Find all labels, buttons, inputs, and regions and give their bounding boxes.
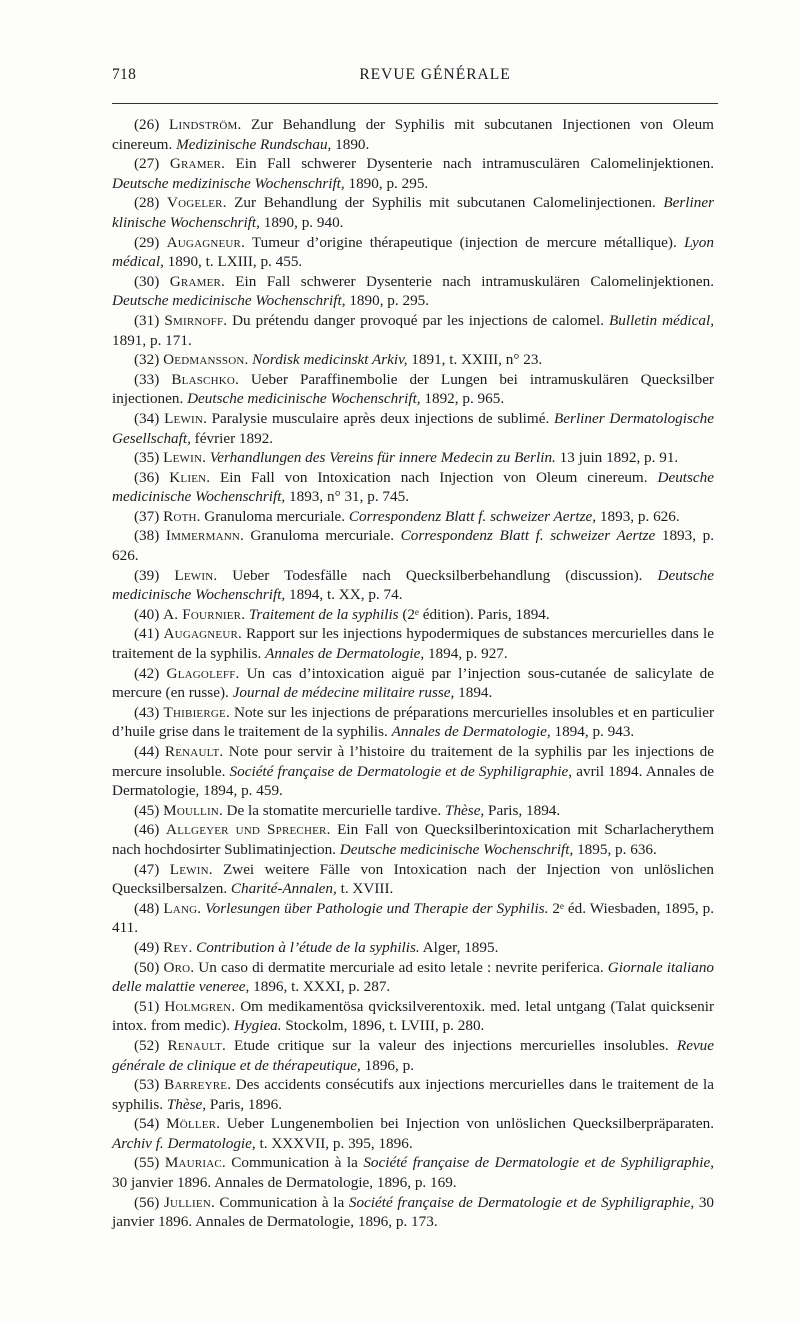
reference-title: . Zur Behandlung der Syphilis mit subcutanen Calomelinjectionen. xyxy=(222,194,664,212)
reference-author: Immermann xyxy=(165,527,241,545)
reference-title: . Tumeur d’origine thérapeutique (injection de mercure métallique). xyxy=(241,233,685,251)
reference-author: Lewin xyxy=(164,409,204,427)
reference-author: Thibierge xyxy=(163,703,226,721)
reference-number: (40) xyxy=(134,605,160,623)
reference-title: . De la stomatite mercurielle tardive. xyxy=(218,801,445,819)
reference-number: (48) xyxy=(134,899,160,917)
reference-details: 1890, p. 295. xyxy=(345,292,430,310)
reference-item xyxy=(112,1114,714,1153)
reference-details: (2ᵉ édition). Paris, 1894. xyxy=(398,605,550,623)
reference-source: Correspondenz Blatt f. schweizer Aertze, xyxy=(348,507,597,525)
reference-title: . Om medikamentösa qvicksilverentoxik. med. letal untgang (Talat quicksenir intox. from medic). xyxy=(112,997,715,1035)
reference-author: Gramer xyxy=(169,272,222,290)
reference-details: avril 1894. Annales de Dermatologie, 1894, p. 459. xyxy=(112,762,714,800)
reference-list xyxy=(112,115,714,1232)
reference-item xyxy=(112,1193,714,1232)
reference-number: (50) xyxy=(134,958,160,976)
reference-item xyxy=(112,272,714,311)
reference-details: 1893, p. 626. xyxy=(112,527,715,565)
reference-details: 1891, t. XXIII, n° 23. xyxy=(407,351,543,369)
reference-details: 1896, p. xyxy=(360,1056,414,1074)
reference-source: Deutsche medicinische Wochenschrift, xyxy=(112,566,714,604)
reference-item xyxy=(112,1153,714,1192)
reference-number: (41) xyxy=(134,625,160,643)
reference-source: Deutsche medicinische Wochenschrift, xyxy=(112,292,346,310)
reference-number: (43) xyxy=(134,703,160,721)
reference-source: Deutsche medizinische Wochenschrift, xyxy=(112,174,345,192)
reference-title: . xyxy=(202,449,210,467)
reference-author: Oedmansson xyxy=(163,351,245,369)
reference-details: 1890. xyxy=(331,135,370,153)
reference-details: 1895, p. 636. xyxy=(573,840,657,858)
reference-author: Rey xyxy=(163,938,189,956)
reference-details: 1890, t. LXIII, p. 455. xyxy=(163,253,303,271)
running-title: REVUE GÉNÉRALE xyxy=(359,66,511,83)
reference-item xyxy=(112,1036,714,1075)
reference-details: Stockolm, 1896, t. LVIII, p. 280. xyxy=(281,1017,485,1035)
reference-title: . Zur Behandlung der Syphilis mit subcutanen Injectionen von Oleum cinereum. xyxy=(112,116,714,153)
reference-details: 30 janvier 1896. Annales de Dermatologie, 1896, p. 173. xyxy=(112,1193,714,1231)
reference-number: (55) xyxy=(134,1154,160,1172)
reference-number: (31) xyxy=(134,311,160,329)
reference-item xyxy=(112,664,714,703)
reference-source: Société française de Dermatologie et de Syphiligraphie, xyxy=(229,762,573,780)
reference-item xyxy=(112,448,714,468)
reference-number: (35) xyxy=(134,449,160,467)
reference-author: Smirnoff xyxy=(164,311,224,329)
reference-number: (51) xyxy=(134,997,160,1015)
reference-details: février 1892. xyxy=(190,429,274,447)
reference-source: Annales de Dermatologie, xyxy=(391,723,551,741)
reference-item xyxy=(112,526,714,565)
reference-author: A. Fournier xyxy=(163,605,242,623)
reference-source: Hygiea. xyxy=(233,1017,282,1035)
reference-number: (36) xyxy=(134,468,160,486)
reference-title: . Note sur les injections de préparations mercurielles insolubles et en particulier d’huile grise dans le traitement de la syphilis. xyxy=(112,703,714,741)
reference-author: Jullien xyxy=(163,1193,211,1211)
reference-source: Journal de médecine militaire russe, xyxy=(232,684,455,702)
reference-number: (26) xyxy=(134,116,160,133)
reference-item xyxy=(112,860,714,899)
header-rule xyxy=(112,103,718,104)
reference-author: Mauriac xyxy=(164,1154,222,1172)
reference-details: t. XXXVII, p. 395, 1896. xyxy=(255,1134,413,1152)
reference-item xyxy=(112,938,714,958)
reference-number: (44) xyxy=(134,743,160,760)
reference-number: (38) xyxy=(134,527,160,545)
reference-author: Moullin xyxy=(163,801,219,819)
reference-details: 1894, t. XX, p. 74. xyxy=(285,586,403,604)
reference-source: Correspondenz Blatt f. schweizer Aertze xyxy=(400,527,656,545)
reference-title: . Rapport sur les injections hypodermiques de substances mercurielles dans le traitement de la syphilis. xyxy=(112,625,714,663)
reference-title: . Du prétendu danger provoqué par les injections de calomel. xyxy=(223,311,610,329)
reference-item xyxy=(112,233,714,272)
reference-item xyxy=(112,624,714,663)
reference-source: Verhandlungen des Vereins für innere Medecin zu Berlin. xyxy=(209,449,556,467)
reference-details: 1890, p. 940. xyxy=(259,213,344,231)
reference-source: Lyon médical, xyxy=(112,233,714,271)
reference-title: . Ueber Todesfälle nach Quecksilberbehandlung (discussion). xyxy=(213,566,658,584)
reference-details: 1896, t. XXXI, p. 287. xyxy=(249,978,391,996)
reference-author: Allgeyer und Sprecher xyxy=(166,821,327,839)
reference-source: Traitement de la syphilis xyxy=(248,605,399,623)
reference-number: (28) xyxy=(134,194,160,212)
reference-title: . Note pour servir à l’histoire du traitement de la syphilis par les injections de mercure insoluble. xyxy=(112,743,714,780)
reference-item xyxy=(112,703,714,742)
reference-title: . Ein Fall von Intoxication nach Injection von Oleum cinereum. xyxy=(206,468,658,486)
reference-details: 1894, p. 927. xyxy=(424,645,508,663)
reference-number: (45) xyxy=(134,801,160,819)
reference-source: Medizinische Rundschau, xyxy=(176,135,332,153)
reference-item xyxy=(112,311,714,350)
reference-details: 1894, p. 943. xyxy=(550,723,635,741)
reference-number: (34) xyxy=(134,409,160,427)
reference-source: Revue générale de clinique et de thérapeutique, xyxy=(112,1036,715,1074)
reference-title: . Ein Fall schwerer Dysenterie nach intramuskulären Calomelinjektionen. xyxy=(221,272,714,290)
reference-title: . Granuloma mercuriale. xyxy=(240,527,401,545)
reference-author: Oro xyxy=(163,958,191,976)
reference-title: . xyxy=(244,351,253,369)
reference-item xyxy=(112,507,714,527)
reference-details: 13 juin 1892, p. 91. xyxy=(555,449,679,467)
reference-details: Paris, 1896. xyxy=(206,1095,283,1113)
reference-title: . Granuloma mercuriale. xyxy=(196,507,349,525)
reference-title: . xyxy=(241,605,249,623)
reference-number: (42) xyxy=(134,664,160,682)
reference-source: Société française de Dermatologie et de Syphiligraphie, xyxy=(363,1154,714,1172)
reference-details: 1893, p. 626. xyxy=(596,507,680,525)
reference-number: (32) xyxy=(134,351,160,369)
reference-author: Lewin xyxy=(174,566,214,584)
reference-source: Nordisk medicinskt Arkiv, xyxy=(252,351,408,369)
reference-number: (52) xyxy=(134,1036,160,1054)
reference-details: t. XVIII. xyxy=(336,880,394,898)
reference-author: Roth xyxy=(163,507,197,525)
reference-number: (33) xyxy=(134,370,160,388)
reference-source: Contribution à l’étude de la syphilis. xyxy=(196,938,420,956)
reference-title: . Un cas d’intoxication aiguë par l’injection sous-cutanée de salicylate de mercure (en russe). xyxy=(112,664,714,702)
reference-details: 1894. xyxy=(454,684,493,702)
reference-details: Alger, 1895. xyxy=(419,938,499,956)
reference-item xyxy=(112,154,714,193)
reference-author: Renault xyxy=(167,1036,223,1054)
reference-source: Société française de Dermatologie et de Syphiligraphie, xyxy=(348,1193,695,1211)
reference-source: Deutsche medicinische Wochenschrift, xyxy=(112,468,715,506)
reference-item xyxy=(112,997,714,1036)
reference-source: Charité-Annalen, xyxy=(230,880,337,898)
reference-details: 1892, p. 965. xyxy=(420,390,505,408)
reference-details: 1891, p. 171. xyxy=(112,331,192,349)
reference-source: Bulletin médical, xyxy=(609,311,714,329)
reference-author: Klien xyxy=(169,468,207,486)
reference-item xyxy=(112,1075,714,1114)
reference-details: 2ᵉ éd. Wiesbaden, 1895, p. 411. xyxy=(112,899,715,937)
reference-item xyxy=(112,820,714,859)
reference-author: Augagneur xyxy=(163,625,239,643)
reference-source: Giornale italiano delle malattie veneree, xyxy=(112,958,715,996)
reference-author: Glagoleff xyxy=(166,664,236,682)
reference-title: . Communication à la xyxy=(210,1193,349,1211)
reference-source: Deutsche medicinische Wochenschrift, xyxy=(339,840,574,858)
reference-author: Renault xyxy=(164,743,220,760)
reference-details: 1893, n° 31, p. 745. xyxy=(285,488,409,506)
reference-item xyxy=(112,468,714,507)
reference-title: . Etude critique sur la valeur des injections mercurielles insolubles. xyxy=(222,1036,677,1054)
reference-details: 30 janvier 1896. Annales de Dermatologie, 1896, p. 169. xyxy=(112,1174,457,1192)
reference-author: Lewin xyxy=(169,860,209,878)
page-number: 718 xyxy=(112,66,137,83)
reference-title: . xyxy=(188,938,197,956)
reference-title: . Paralysie musculaire après deux injections de sublimé. xyxy=(203,409,555,427)
reference-number: (27) xyxy=(134,155,160,173)
reference-number: (37) xyxy=(134,507,160,525)
reference-author: Gramer xyxy=(169,155,222,173)
page-header xyxy=(112,66,718,86)
reference-details: Paris, 1894. xyxy=(484,801,561,819)
reference-title: . Un caso di dermatite mercuriale ad esito letale : nevrite periferica. xyxy=(190,958,608,976)
reference-author: Lang xyxy=(163,899,198,917)
reference-source: Thèse, xyxy=(166,1095,207,1113)
reference-source: Berliner klinische Wochenschrift, xyxy=(112,194,714,231)
reference-title: . Communication à la xyxy=(221,1154,364,1172)
reference-number: (39) xyxy=(134,566,160,584)
reference-number: (49) xyxy=(134,938,160,956)
reference-item xyxy=(112,605,714,625)
reference-title: . xyxy=(197,899,206,917)
reference-author: Lewin xyxy=(163,449,203,467)
reference-item xyxy=(112,115,714,154)
reference-number: (53) xyxy=(134,1076,160,1094)
reference-item xyxy=(112,350,714,370)
reference-title: . Ein Fall schwerer Dysenterie nach intramusculären Calomelinjektionen. xyxy=(221,155,715,173)
reference-item xyxy=(112,801,714,821)
reference-number: (30) xyxy=(134,272,160,290)
reference-number: (46) xyxy=(134,821,160,839)
reference-details: 1890, p. 295. xyxy=(344,174,429,192)
reference-item xyxy=(112,193,714,232)
reference-source: Deutsche medicinische Wochenschrift, xyxy=(187,390,421,408)
reference-number: (54) xyxy=(134,1115,160,1133)
reference-item xyxy=(112,958,714,997)
reference-item xyxy=(112,742,714,801)
reference-title: . Zwei weitere Fälle von Intoxication nach der Injection von unlöslichen Quecksilbersalzen. xyxy=(112,860,714,898)
reference-title: . Ein Fall von Quecksilberintoxication mit Scharlacherythem nach hochdosirter Sublimatinjection. xyxy=(112,821,715,858)
reference-source: Archiv f. Dermatologie, xyxy=(112,1134,256,1152)
reference-author: Blaschko xyxy=(171,370,236,388)
reference-number: (29) xyxy=(134,233,160,251)
reference-title: . Ueber Paraffinembolie der Lungen bei intramuskulären Quecksilber injectionen. xyxy=(112,370,714,408)
reference-source: Berliner Dermatologische Gesellschaft, xyxy=(112,409,714,447)
reference-title: . Ueber Lungenembolien bei Injection von unlöslichen Quecksilberpräparaten. xyxy=(216,1115,714,1133)
reference-source: Vorlesungen über Pathologie und Therapie der Syphilis. xyxy=(205,899,549,917)
reference-item xyxy=(112,370,714,409)
reference-title: . Des accidents consécutifs aux injections mercurielles dans le traitement de la syphilis. xyxy=(112,1076,715,1113)
reference-number: (56) xyxy=(134,1193,160,1211)
reference-author: Augagneur xyxy=(166,233,242,251)
reference-item xyxy=(112,409,714,448)
reference-author: Holmgren xyxy=(164,997,232,1015)
reference-source: Annales de Dermatologie, xyxy=(265,645,425,663)
reference-author: Barreyre xyxy=(164,1076,228,1094)
reference-number: (47) xyxy=(134,860,160,878)
reference-author: Vogeler xyxy=(166,194,223,212)
reference-source: Thèse, xyxy=(445,801,485,819)
reference-item xyxy=(112,566,714,605)
reference-author: Lindström xyxy=(169,116,238,133)
reference-item xyxy=(112,899,714,938)
reference-author: Möller xyxy=(166,1115,217,1133)
